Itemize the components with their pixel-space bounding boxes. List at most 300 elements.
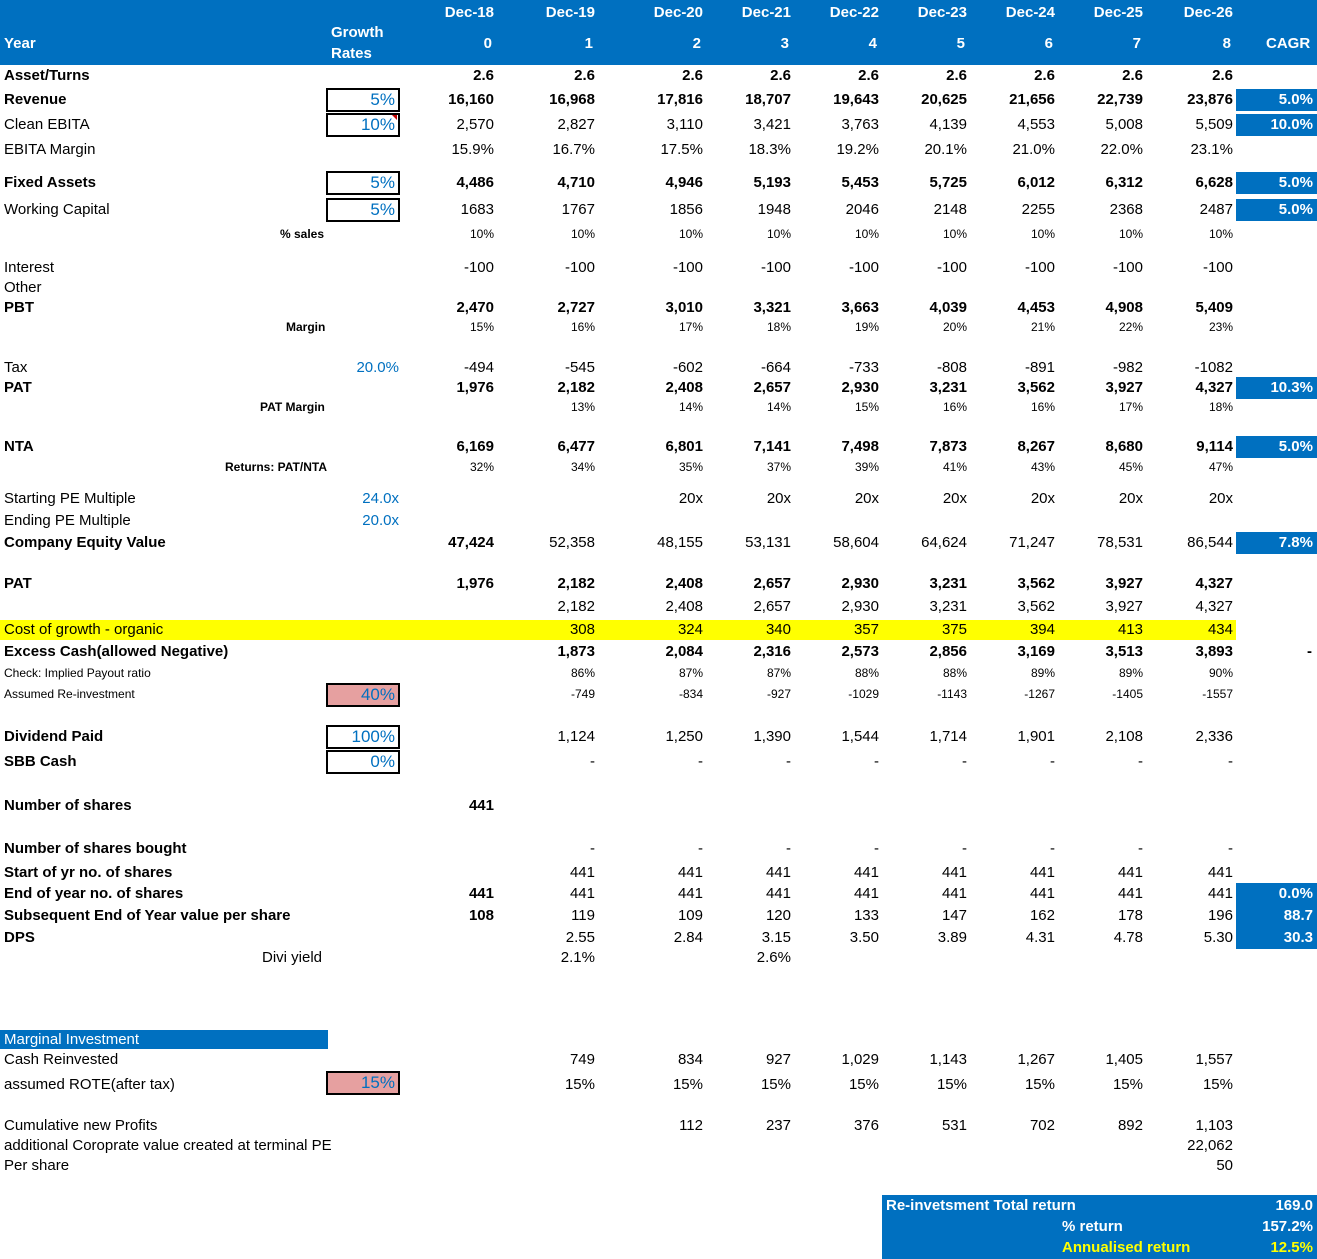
cell-clean-ebita-5: 4,139	[929, 116, 967, 133]
cell-excess-cash-8: 3,893	[1195, 643, 1233, 660]
row-pct-sales	[0, 227, 1317, 247]
cell-pat-0: 1,976	[456, 379, 494, 396]
cell-working-capital-7: 2368	[1109, 201, 1143, 218]
index-header-8: 8	[1222, 35, 1231, 52]
cell-tax-2: -602	[672, 359, 703, 376]
cell-pat2-sub-8: 4,327	[1195, 598, 1233, 615]
cell-tax-6: -891	[1024, 359, 1055, 376]
cell-returns-4: 39%	[854, 460, 879, 474]
label-other: Other	[4, 279, 42, 296]
cell-tax-0: -494	[463, 359, 494, 376]
cell-pat-8: 4,327	[1195, 379, 1233, 396]
row-tax	[0, 359, 1317, 379]
cell-pat2-4: 2,930	[841, 575, 879, 592]
cell-rote-4: 15%	[848, 1076, 879, 1093]
cell-dps-5: 3.89	[937, 929, 967, 946]
row-start-shares	[0, 864, 1317, 884]
cell-ebita-margin-1: 16.7%	[552, 141, 595, 158]
cell-working-capital-4: 2046	[845, 201, 879, 218]
cell-end-shares-2: 441	[677, 885, 703, 902]
row-shares-bought	[0, 840, 1317, 860]
label-pat2: PAT	[4, 575, 32, 592]
cell-equity-value-0: 47,424	[448, 534, 494, 551]
per-share-value: 50	[1216, 1157, 1233, 1174]
label-returns: Returns: PAT/NTA	[225, 460, 327, 474]
cell-working-capital-1: 1767	[561, 201, 595, 218]
growth-rates-header-1: Growth	[331, 24, 384, 41]
label-end-shares: End of year no. of shares	[4, 885, 184, 902]
cell-payout-check-4: 88%	[854, 666, 879, 680]
cell-fixed-assets-3: 5,193	[753, 174, 791, 191]
cell-dividend-paid-2: 1,250	[665, 728, 703, 745]
cell-asset-turns-4: 2.6	[858, 67, 879, 84]
pct-return-label: % return	[1062, 1218, 1123, 1235]
cell-equity-value-3: 53,131	[745, 534, 791, 551]
pct-return-value: 157.2%	[1262, 1218, 1313, 1235]
label-per-share: Per share	[4, 1157, 70, 1174]
label-num-shares: Number of shares	[4, 797, 132, 814]
cell-ebita-margin-7: 22.0%	[1100, 141, 1143, 158]
growth-rates-header-2: Rates	[331, 45, 372, 62]
cell-equity-value-7: 78,531	[1097, 534, 1143, 551]
cell-working-capital-0: 1683	[460, 201, 494, 218]
cell-nta-3: 7,141	[753, 438, 791, 455]
cell-cum-profits-4: 376	[853, 1117, 879, 1134]
cell-revenue-0: 16,160	[448, 91, 494, 108]
cell-excess-cash-1: 1,873	[557, 643, 595, 660]
annualised-return-label: Annualised return	[1062, 1239, 1191, 1256]
cell-dps-2: 2.84	[673, 929, 703, 946]
cell-cum-profits-7: 892	[1117, 1117, 1143, 1134]
cell-starting-pe-8: 20x	[1208, 490, 1233, 507]
row-payout-check	[0, 666, 1317, 686]
row-cash-reinvested	[0, 1051, 1317, 1071]
row-end-shares	[0, 885, 1317, 905]
tax-rate[interactable]: 20.0%	[356, 359, 399, 376]
cell-returns-7: 45%	[1118, 460, 1143, 474]
cell-clean-ebita-3: 3,421	[753, 116, 791, 133]
cell-returns-5: 41%	[942, 460, 967, 474]
cell-rote-3: 15%	[760, 1076, 791, 1093]
total-return-value: 169.0	[1275, 1197, 1313, 1214]
cell-pbt-margin-2: 17%	[678, 320, 703, 334]
row-value-per-share	[0, 907, 1317, 927]
row-reinvestment	[0, 687, 1317, 707]
cell-cum-profits-8: 1,103	[1195, 1117, 1233, 1134]
cell-returns-6: 43%	[1030, 460, 1055, 474]
cell-pat2-sub-2: 2,408	[665, 598, 703, 615]
cell-pct-sales-4: 10%	[854, 227, 879, 241]
row-ending-pe	[0, 512, 1317, 532]
cell-asset-turns-6: 2.6	[1034, 67, 1055, 84]
cell-shares-bought-5: -	[962, 840, 967, 857]
cell-pat-2: 2,408	[665, 379, 703, 396]
cell-cash-reinvested-2: 834	[677, 1051, 703, 1068]
cell-pat-margin-4: 15%	[854, 400, 879, 414]
cell-working-capital-5: 2148	[933, 201, 967, 218]
cell-pct-sales-0: 10%	[469, 227, 494, 241]
cell-payout-check-8: 90%	[1208, 666, 1233, 680]
cell-interest-1: -100	[564, 259, 595, 276]
cell-interest-5: -100	[936, 259, 967, 276]
cell-end-shares-4: 441	[853, 885, 879, 902]
cell-clean-ebita-0: 2,570	[456, 116, 494, 133]
cell-dps-7: 4.78	[1113, 929, 1143, 946]
row-other	[0, 279, 1317, 299]
label-pbt-margin: Margin	[286, 320, 326, 334]
cell-equity-value-5: 64,624	[921, 534, 967, 551]
cell-cash-reinvested-5: 1,143	[929, 1051, 967, 1068]
cell-pbt-3: 3,321	[753, 299, 791, 316]
cell-pbt-7: 4,908	[1105, 299, 1143, 316]
date-header-6: Dec-24	[1005, 4, 1055, 21]
cell-sbb-cash-6: -	[1050, 753, 1055, 770]
cell-cost-growth-5: 375	[941, 621, 967, 638]
cell-start-shares-2: 441	[677, 864, 703, 881]
cell-excess-cash-6: 3,169	[1017, 643, 1055, 660]
cell-pct-sales-6: 10%	[1030, 227, 1055, 241]
cell-pat2-5: 3,231	[929, 575, 967, 592]
cell-asset-turns-2: 2.6	[682, 67, 703, 84]
cell-cash-reinvested-8: 1,557	[1195, 1051, 1233, 1068]
cell-pat2-2: 2,408	[665, 575, 703, 592]
index-header-1: 1	[584, 35, 593, 52]
cell-fixed-assets-4: 5,453	[841, 174, 879, 191]
cell-pct-sales-3: 10%	[766, 227, 791, 241]
cell-dividend-paid-1: 1,124	[557, 728, 595, 745]
cell-fixed-assets-2: 4,946	[665, 174, 703, 191]
input-revenue[interactable]: 5%	[326, 88, 400, 112]
cell-revenue-1: 16,968	[549, 91, 595, 108]
cell-tax-7: -982	[1112, 359, 1143, 376]
cell-pat2-sub-6: 3,562	[1017, 598, 1055, 615]
cell-rote-8: 15%	[1202, 1076, 1233, 1093]
cell-ebita-margin-8: 23.1%	[1190, 141, 1233, 158]
index-header-3: 3	[780, 35, 789, 52]
row-divi-yield	[0, 949, 1317, 969]
label-cum-profits: Cumulative new Profits	[4, 1117, 158, 1134]
index-header-4: 4	[868, 35, 877, 52]
cell-end-shares-8: 441	[1207, 885, 1233, 902]
input-clean-ebita[interactable]: 10%	[326, 113, 400, 137]
label-pat-margin: PAT Margin	[260, 400, 325, 414]
marginal-investment-title: Marginal Investment	[0, 1030, 328, 1049]
input-fixed-assets[interactable]: 5%	[326, 171, 400, 195]
cell-fixed-assets-5: 5,725	[929, 174, 967, 191]
label-add-value: additional Coroprate value created at terminal PE	[4, 1137, 332, 1154]
row-equity-value	[0, 534, 1317, 554]
cell-revenue-4: 19,643	[833, 91, 879, 108]
cell-sbb-cash-3: -	[786, 753, 791, 770]
cell-clean-ebita-6: 4,553	[1017, 116, 1055, 133]
row-pbt-margin	[0, 320, 1317, 340]
cell-clean-ebita-8: 5,509	[1195, 116, 1233, 133]
cell-cash-reinvested-4: 1,029	[841, 1051, 879, 1068]
cell-value-per-share-2: 109	[677, 907, 703, 924]
cell-pbt-margin-3: 18%	[766, 320, 791, 334]
cell-equity-value-1: 52,358	[549, 534, 595, 551]
cell-dividend-paid-5: 1,714	[929, 728, 967, 745]
cell-nta-5: 7,873	[929, 438, 967, 455]
cell-interest-3: -100	[760, 259, 791, 276]
cell-end-shares-5: 441	[941, 885, 967, 902]
cell-dps-6: 4.31	[1025, 929, 1055, 946]
cell-cost-growth-7: 413	[1117, 621, 1143, 638]
cell-working-capital-6: 2255	[1021, 201, 1055, 218]
index-header-6: 6	[1044, 35, 1053, 52]
cell-cash-reinvested-3: 927	[765, 1051, 791, 1068]
cell-pat-6: 3,562	[1017, 379, 1055, 396]
row-revenue	[0, 91, 1317, 111]
cagr-nta: 5.0%	[1236, 436, 1317, 458]
cell-rote-7: 15%	[1112, 1076, 1143, 1093]
row-pbt	[0, 299, 1317, 319]
cell-pbt-0: 2,470	[456, 299, 494, 316]
cell-revenue-2: 17,816	[657, 91, 703, 108]
cell-revenue-3: 18,707	[745, 91, 791, 108]
cell-dividend-paid-7: 2,108	[1105, 728, 1143, 745]
cell-start-shares-3: 441	[765, 864, 791, 881]
cell-pbt-6: 4,453	[1017, 299, 1055, 316]
cell-clean-ebita-2: 3,110	[666, 116, 703, 133]
cell-value-per-share-6: 162	[1029, 907, 1055, 924]
cell-ebita-margin-4: 19.2%	[836, 141, 879, 158]
cell-cost-growth-2: 324	[677, 621, 703, 638]
index-header-2: 2	[692, 35, 701, 52]
cell-sbb-cash-2: -	[698, 753, 703, 770]
cell-cash-reinvested-1: 749	[569, 1051, 595, 1068]
add-value-value: 22,062	[1187, 1137, 1233, 1154]
cell-starting-pe-3: 20x	[766, 490, 791, 507]
cell-pbt-margin-8: 23%	[1208, 320, 1233, 334]
cell-nta-4: 7,498	[841, 438, 879, 455]
cell-pat2-6: 3,562	[1017, 575, 1055, 592]
cagr-header: CAGR	[1266, 35, 1311, 52]
label-excess-cash: Excess Cash(allowed Negative)	[4, 643, 229, 660]
cell-reinvestment-6: -1267	[1024, 687, 1055, 701]
label-fixed-assets: Fixed Assets	[4, 174, 96, 191]
cell-excess-cash-3: 2,316	[753, 643, 791, 660]
cell-fixed-assets-7: 6,312	[1105, 174, 1143, 191]
cell-returns-8: 47%	[1208, 460, 1233, 474]
cell-nta-0: 6,169	[456, 438, 494, 455]
cell-dividend-paid-4: 1,544	[841, 728, 879, 745]
cell-start-shares-6: 441	[1029, 864, 1055, 881]
cell-ebita-margin-2: 17.5%	[660, 141, 703, 158]
cell-reinvestment-3: -927	[766, 687, 791, 701]
cell-pat2-3: 2,657	[753, 575, 791, 592]
label-shares-bought: Number of shares bought	[4, 840, 187, 857]
cell-pat2-1: 2,182	[557, 575, 595, 592]
cell-shares-bought-8: -	[1228, 840, 1233, 857]
row-ebita-margin	[0, 141, 1317, 161]
label-pbt: PBT	[4, 299, 34, 316]
index-header-5: 5	[956, 35, 965, 52]
cell-pat-margin-6: 16%	[1030, 400, 1055, 414]
cell-pat2-sub-5: 3,231	[929, 598, 967, 615]
cell-payout-check-1: 86%	[570, 666, 595, 680]
cell-value-per-share-7: 178	[1117, 907, 1143, 924]
date-header-1: Dec-19	[545, 4, 595, 21]
label-rote: assumed ROTE(after tax)	[4, 1076, 175, 1093]
row-pat2-sub	[0, 598, 1317, 618]
label-asset-turns: Asset/Turns	[4, 67, 90, 84]
cell-pbt-5: 4,039	[929, 299, 967, 316]
cell-sbb-cash-8: -	[1228, 753, 1233, 770]
cell-nta-2: 6,801	[665, 438, 703, 455]
cell-shares-bought-1: -	[590, 840, 595, 857]
ending-pe-value[interactable]: 20.0x	[362, 512, 399, 529]
cell-value-per-share-1: 119	[571, 907, 595, 924]
row-clean-ebita	[0, 116, 1317, 136]
cell-shares-bought-6: -	[1050, 840, 1055, 857]
row-working-capital	[0, 201, 1317, 221]
date-header-2: Dec-20	[653, 4, 703, 21]
label-ending-pe: Ending PE Multiple	[4, 512, 131, 529]
cell-cost-growth-4: 357	[853, 621, 879, 638]
cell-returns-0: 32%	[469, 460, 494, 474]
row-pat2	[0, 575, 1317, 595]
cell-reinvestment-5: -1143	[937, 687, 967, 701]
cell-rote-2: 15%	[672, 1076, 703, 1093]
row-dividend-paid	[0, 728, 1317, 748]
row-rote	[0, 1076, 1317, 1096]
comment-marker-icon	[392, 115, 397, 120]
cell-asset-turns-0: 2.6	[473, 67, 494, 84]
cell-rote-6: 15%	[1024, 1076, 1055, 1093]
row-dps	[0, 929, 1317, 949]
cell-pct-sales-1: 10%	[570, 227, 595, 241]
date-header-4: Dec-22	[829, 4, 879, 21]
date-header-7: Dec-25	[1093, 4, 1143, 21]
cell-cost-growth-1: 308	[569, 621, 595, 638]
cell-pct-sales-7: 10%	[1118, 227, 1143, 241]
cell-asset-turns-8: 2.6	[1212, 67, 1233, 84]
cell-rote-5: 15%	[936, 1076, 967, 1093]
cell-pct-sales-5: 10%	[942, 227, 967, 241]
input-working-capital[interactable]: 5%	[326, 198, 400, 222]
label-equity-value: Company Equity Value	[4, 534, 166, 551]
cell-reinvestment-4: -1029	[848, 687, 879, 701]
cell-start-shares-7: 441	[1117, 864, 1143, 881]
cell-dps-3: 3.15	[761, 929, 791, 946]
cell-returns-2: 35%	[678, 460, 703, 474]
cell-asset-turns-5: 2.6	[946, 67, 967, 84]
cell-starting-pe-4: 20x	[854, 490, 879, 507]
cell-start-shares-5: 441	[941, 864, 967, 881]
cell-cum-profits-5: 531	[941, 1117, 967, 1134]
num-shares-value: 441	[468, 797, 494, 814]
cell-pbt-4: 3,663	[841, 299, 879, 316]
row-sbb-cash	[0, 753, 1317, 773]
cell-sbb-cash-7: -	[1138, 753, 1143, 770]
cell-tax-4: -733	[848, 359, 879, 376]
cell-pat-margin-1: 13%	[570, 400, 595, 414]
cell-nta-8: 9,114	[1196, 438, 1233, 455]
date-header-5: Dec-23	[917, 4, 967, 21]
cell-interest-6: -100	[1024, 259, 1055, 276]
cell-start-shares-8: 441	[1207, 864, 1233, 881]
cell-cum-profits-3: 237	[765, 1117, 791, 1134]
cell-ebita-margin-6: 21.0%	[1012, 141, 1055, 158]
starting-pe-value[interactable]: 24.0x	[362, 490, 399, 507]
cell-payout-check-2: 87%	[678, 666, 703, 680]
total-return-label: Re-invetsment Total return	[886, 1197, 1076, 1214]
cell-clean-ebita-7: 5,008	[1105, 116, 1143, 133]
cell-payout-check-6: 89%	[1030, 666, 1055, 680]
cell-sbb-cash-5: -	[962, 753, 967, 770]
cell-equity-value-2: 48,155	[657, 534, 703, 551]
cell-pat-margin-7: 17%	[1118, 400, 1143, 414]
cell-pat-margin-8: 18%	[1208, 400, 1233, 414]
row-excess-cash	[0, 643, 1317, 663]
cell-pbt-8: 5,409	[1195, 299, 1233, 316]
cell-revenue-6: 21,656	[1009, 91, 1055, 108]
input-dividend-paid[interactable]: 100%	[326, 725, 400, 749]
cell-returns-3: 37%	[766, 460, 791, 474]
cell-working-capital-3: 1948	[757, 201, 791, 218]
cell-asset-turns-7: 2.6	[1122, 67, 1143, 84]
label-working-capital: Working Capital	[4, 201, 110, 218]
input-rote[interactable]: 15%	[326, 1071, 400, 1095]
cagr-fixed-assets: 5.0%	[1236, 172, 1317, 194]
row-starting-pe	[0, 490, 1317, 510]
cell-end-shares-7: 441	[1117, 885, 1143, 902]
row-interest	[0, 259, 1317, 279]
row-pat-margin	[0, 400, 1317, 420]
cell-cash-reinvested-6: 1,267	[1017, 1051, 1055, 1068]
cell-reinvestment-2: -834	[678, 687, 703, 701]
cagr-equity-value: 7.8%	[1236, 532, 1317, 554]
cell-pat-7: 3,927	[1105, 379, 1143, 396]
cell-pat2-sub-3: 2,657	[753, 598, 791, 615]
cell-revenue-5: 20,625	[921, 91, 967, 108]
label-pat: PAT	[4, 379, 32, 396]
row-cum-profits	[0, 1117, 1317, 1137]
input-sbb-cash[interactable]: 0%	[326, 750, 400, 774]
input-reinvestment[interactable]: 40%	[326, 683, 400, 707]
index-header-0: 0	[483, 35, 492, 52]
cell-fixed-assets-0: 4,486	[456, 174, 494, 191]
cell-working-capital-2: 1856	[669, 201, 703, 218]
label-revenue: Revenue	[4, 91, 67, 108]
cell-shares-bought-3: -	[786, 840, 791, 857]
cell-excess-cash-2: 2,084	[665, 643, 703, 660]
row-per-share	[0, 1157, 1317, 1177]
cell-value-per-share-4: 133	[853, 907, 879, 924]
label-dividend-paid: Dividend Paid	[4, 728, 104, 745]
cell-pbt-margin-5: 20%	[942, 320, 967, 334]
label-cash-reinvested: Cash Reinvested	[4, 1051, 119, 1068]
cell-revenue-8: 23,876	[1187, 91, 1233, 108]
cell-pat-4: 2,930	[841, 379, 879, 396]
cell-equity-value-8: 86,544	[1187, 534, 1233, 551]
row-cost-growth	[0, 621, 1317, 641]
cell-pat2-sub-1: 2,182	[557, 598, 595, 615]
cell-pat-1: 2,182	[557, 379, 595, 396]
cell-pbt-margin-4: 19%	[854, 320, 879, 334]
cell-cost-growth-3: 340	[765, 621, 791, 638]
cell-start-shares-1: 441	[569, 864, 595, 881]
cell-pat2-sub-7: 3,927	[1105, 598, 1143, 615]
cagr-working-capital: 5.0%	[1236, 199, 1317, 221]
cell-starting-pe-7: 20x	[1118, 490, 1143, 507]
cell-fixed-assets-6: 6,012	[1017, 174, 1055, 191]
label-nta: NTA	[4, 438, 34, 455]
cell-asset-turns-1: 2.6	[574, 67, 595, 84]
cell-tax-5: -808	[936, 359, 967, 376]
label-cost-growth: Cost of growth - organic	[4, 621, 164, 638]
